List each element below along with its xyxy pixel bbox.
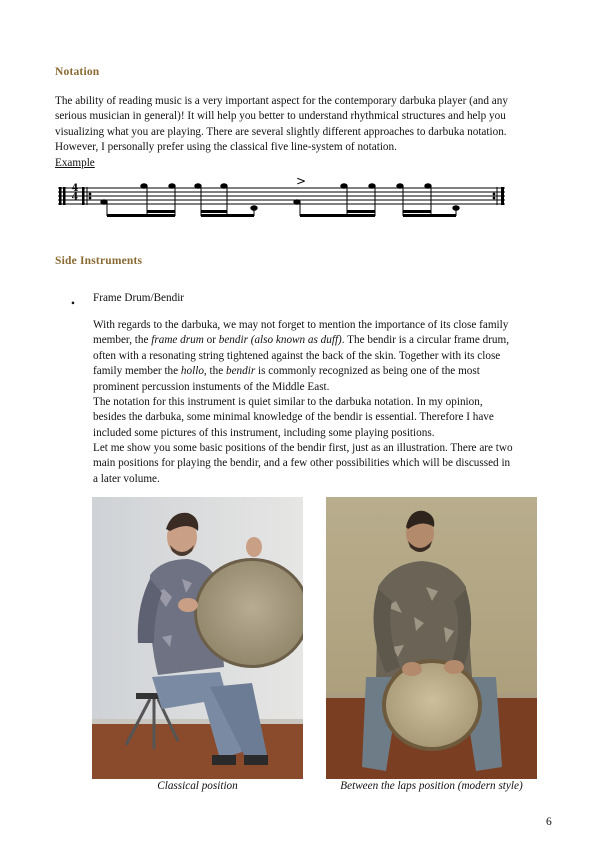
paragraph-line: a later volume. <box>93 472 160 485</box>
notation-paragraph <box>55 94 508 171</box>
text-span: is commonly recognized as being one of the most <box>255 365 480 378</box>
paragraph-line: main positions for playing the bendir, and a few other possibilities which will be discussed in <box>93 457 511 470</box>
paragraph-line: Let me show you some basic positions of the bendir first, just as an illustration. There are two <box>93 442 513 454</box>
paragraph-line: The ability of reading music is a very important aspect for the contemporary darbuka player (and any <box>55 95 508 107</box>
caption-classical: Classical position <box>157 780 238 792</box>
side-instruments-heading: Side Instruments <box>55 255 143 267</box>
paragraph-line: With regards to the darbuka, we may not forget to mention the importance of its close family <box>93 319 509 331</box>
text-span: . The bendir is a circular frame drum, <box>341 334 510 347</box>
bullet-dot: • <box>71 298 75 310</box>
paragraph-line: visualizing what you are playing. There are several slightly different approaches to darbuka notation. <box>55 125 507 138</box>
emphasis-bendir: bendir (also known as duff) <box>218 334 342 347</box>
paragraph-line: prominent percussion instuments of the Middle East. <box>93 380 330 393</box>
example-label: Example <box>55 156 95 169</box>
time-signature-top: 4 <box>71 183 79 194</box>
photo-classical-position <box>92 497 303 779</box>
text-span: family member the <box>93 365 181 378</box>
notation-staff <box>0 172 608 232</box>
caption-laps: Between the laps position (modern style) <box>340 780 523 792</box>
time-signature <box>69 184 81 202</box>
emphasis-hollo: hollo <box>180 365 204 378</box>
accent-mark: > <box>296 174 307 188</box>
paragraph-line: included some pictures of this instrument, including some playing positions. <box>93 426 435 439</box>
paragraph-line: serious musician in general)! It will help you better to understand rhythmical structures and help you <box>55 110 506 123</box>
paragraph-line <box>93 333 509 348</box>
emphasis-frame-drum: frame drum <box>151 334 204 347</box>
paragraph-line: The notation for this instrument is quiet similar to the darbuka notation. In my opinion, <box>93 396 483 409</box>
paragraph-line: besides the darbuka, some minimal knowledge of the bendir is essential. Therefore I have <box>93 411 494 424</box>
page-number: 6 <box>546 816 552 828</box>
emphasis-bendir: bendir <box>225 365 256 378</box>
paragraph-line: often with a resonating string tightened against the back of the skin. Together with its close <box>93 349 501 362</box>
text-span: or <box>203 334 219 347</box>
notation-heading: Notation <box>55 66 100 78</box>
text-span: , the <box>203 365 226 378</box>
paragraph-line <box>93 364 509 379</box>
photo-laps-position <box>326 497 537 779</box>
bendir-paragraph <box>93 318 509 441</box>
text-span: member, the <box>93 334 152 347</box>
time-signature-bottom: 4 <box>71 192 79 203</box>
bullet-label: Frame Drum/Bendir <box>93 292 185 304</box>
paragraph-line: However, I personally prefer using the classical five line-system of notation. <box>55 141 397 154</box>
positions-paragraph <box>93 441 513 487</box>
